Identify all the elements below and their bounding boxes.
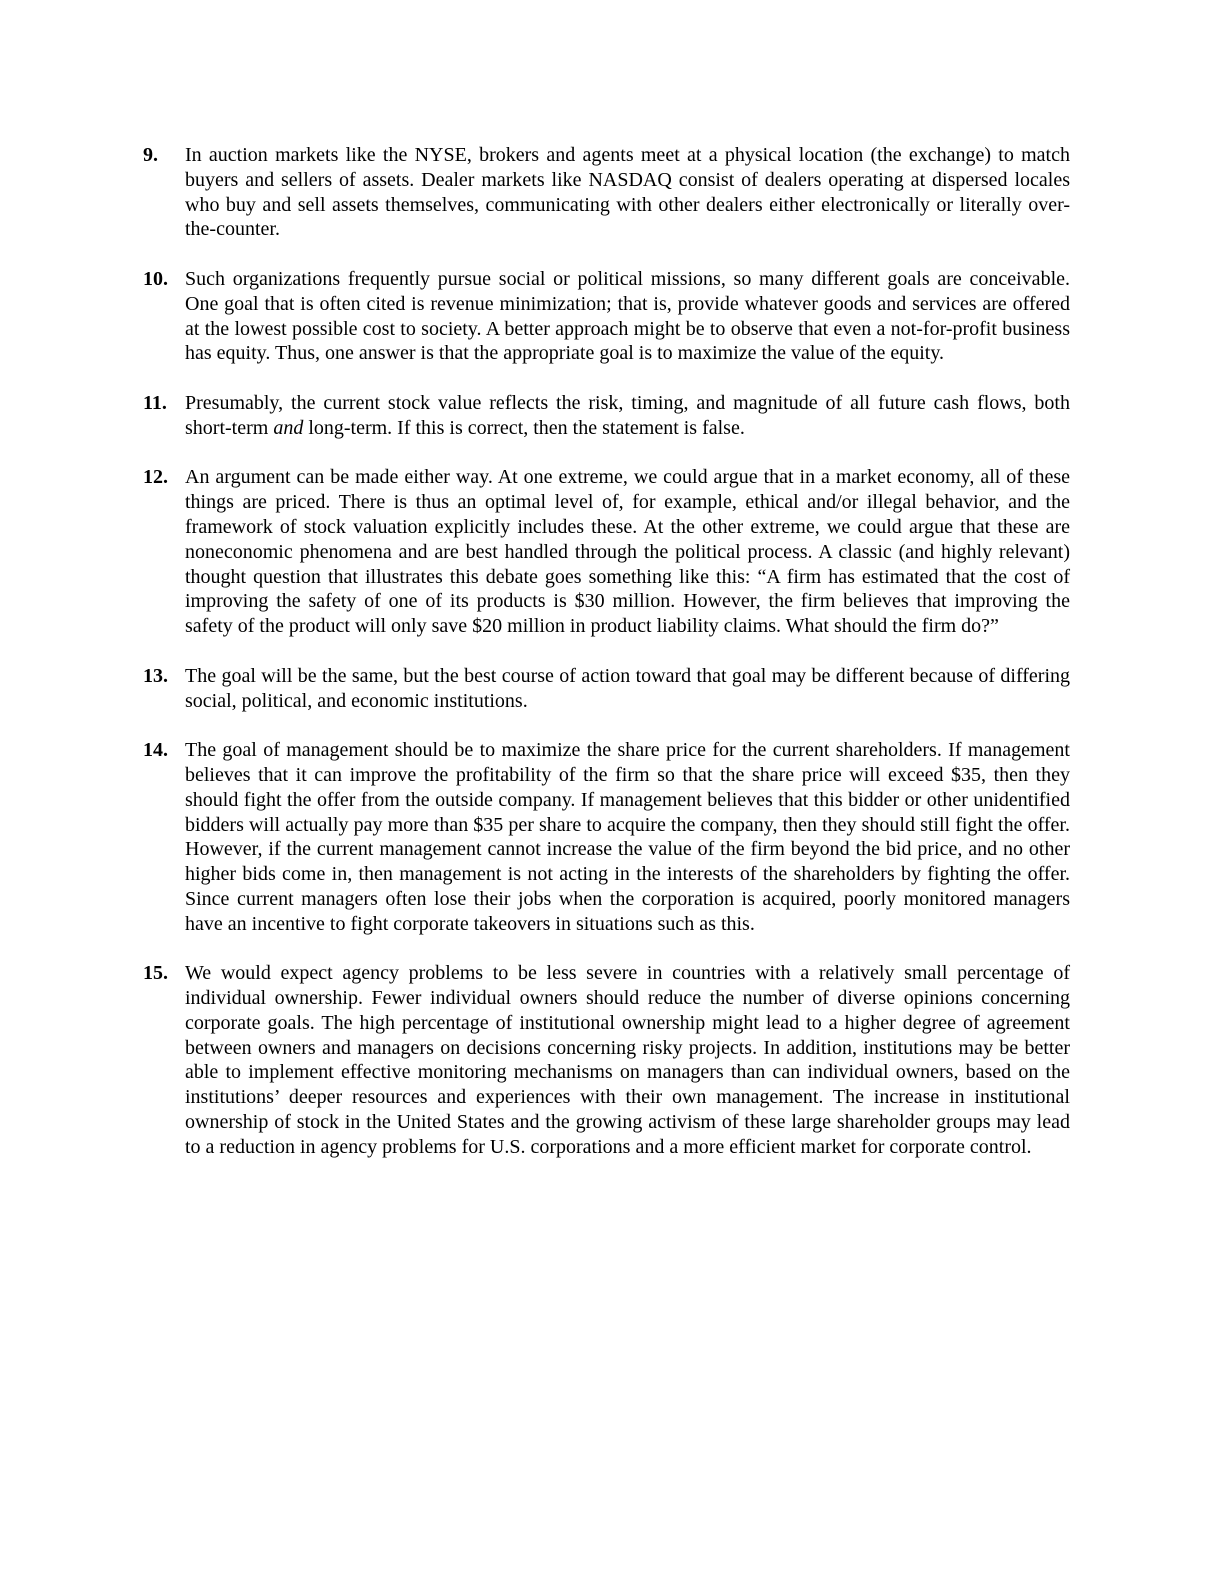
answer-item-11: [143, 391, 1070, 441]
answer-item-12: [143, 465, 1070, 639]
answer-number: 14.: [143, 739, 168, 762]
answer-text-part: long-term. If this is correct, then the statement is false.: [303, 416, 745, 439]
answer-number: 13.: [143, 664, 168, 687]
answer-text: In auction markets like the NYSE, brokers and agents meet at a physical location (the exchange) to match buyers and sellers of assets. Dealer markets like NASDAQ consist of dealers operating at dispersed locales who buy and sell assets themselves, communicating with other dealers either electronically or literally over-the-counter.: [185, 144, 1070, 241]
answer-text: We would expect agency problems to be less severe in countries with a relatively small percentage of individual ownership. Fewer individual owners should reduce the number of diverse opinions concerning corporate goals. The high percentage of institutional ownership might lead to a higher degree of agreement between owners and managers on decisions concerning risky projects. In addition, institutions may be better able to implement effective monitoring mechanisms on managers than can individual owners, based on the institutions’ deeper resources and experiences with their own management. The increase in institutional ownership of stock in the United States and the growing activism of these large shareholder groups may lead to a reduction in agency problems for U.S. corporations and a more efficient market for corporate control.: [185, 962, 1070, 1158]
answer-number: 10.: [143, 267, 168, 290]
answer-text-part: Presumably, the current stock value reflects the risk, timing, and magnitude of all future cash flows, both short-term: [185, 391, 1070, 439]
emphasis-text: and: [273, 416, 304, 439]
answer-text: An argument can be made either way. At one extreme, we could argue that in a market economy, all of these things are priced. There is thus an optimal level of, for example, ethical and/or illegal behavior, and the framework of stock valuation explicitly includes these. At the other extreme, we could argue that these are noneconomic phenomena and are best handled through the political process. A classic (and highly relevant) thought question that illustrates this debate goes something like this: “A firm has estimated that the cost of improving the safety of one of its products is $30 million. However, the firm believes that improving the safety of the product will only save $20 million in product liability claims. What should the firm do?”: [185, 466, 1070, 638]
answer-text: Such organizations frequently pursue social or political missions, so many different goals are conceivable. One goal that is often cited is revenue minimization; that is, provide whatever goods and services are offered at the lowest possible cost to society. A better approach might be to observe that even a not-for-profit business has equity. Thus, one answer is that the appropriate goal is to maximize the value of the equity.: [185, 267, 1070, 365]
answer-text: The goal will be the same, but the best course of action toward that goal may be different because of differing social, political, and economic institutions.: [185, 664, 1070, 712]
answer-item-13: [143, 664, 1070, 714]
answer-number: 12.: [143, 466, 168, 489]
answer-text: [185, 391, 1070, 441]
answer-number: 15.: [143, 962, 168, 985]
document-page: [143, 143, 1070, 1184]
answer-item-10: [143, 267, 1070, 366]
answer-item-14: [143, 738, 1070, 936]
answer-text: The goal of management should be to maximize the share price for the current shareholders. If management believes that it can improve the profitability of the firm so that the share price will exceed $35, then they should fight the offer from the outside company. If management believes that this bidder or other unidentified bidders will actually pay more than $35 per share to acquire the company, then they should still fight the offer. However, if the current management cannot increase the value of the firm beyond the bid price, and no other higher bids come in, then management is not acting in the interests of the shareholders by fighting the offer. Since current managers often lose their jobs when the corporation is acquired, poorly monitored managers have an incentive to fight corporate takeovers in situations such as this.: [185, 739, 1070, 935]
answer-item-9: [143, 143, 1070, 242]
answer-item-15: [143, 961, 1070, 1159]
answer-number: 9.: [143, 144, 158, 166]
answer-number: 11.: [143, 391, 167, 414]
